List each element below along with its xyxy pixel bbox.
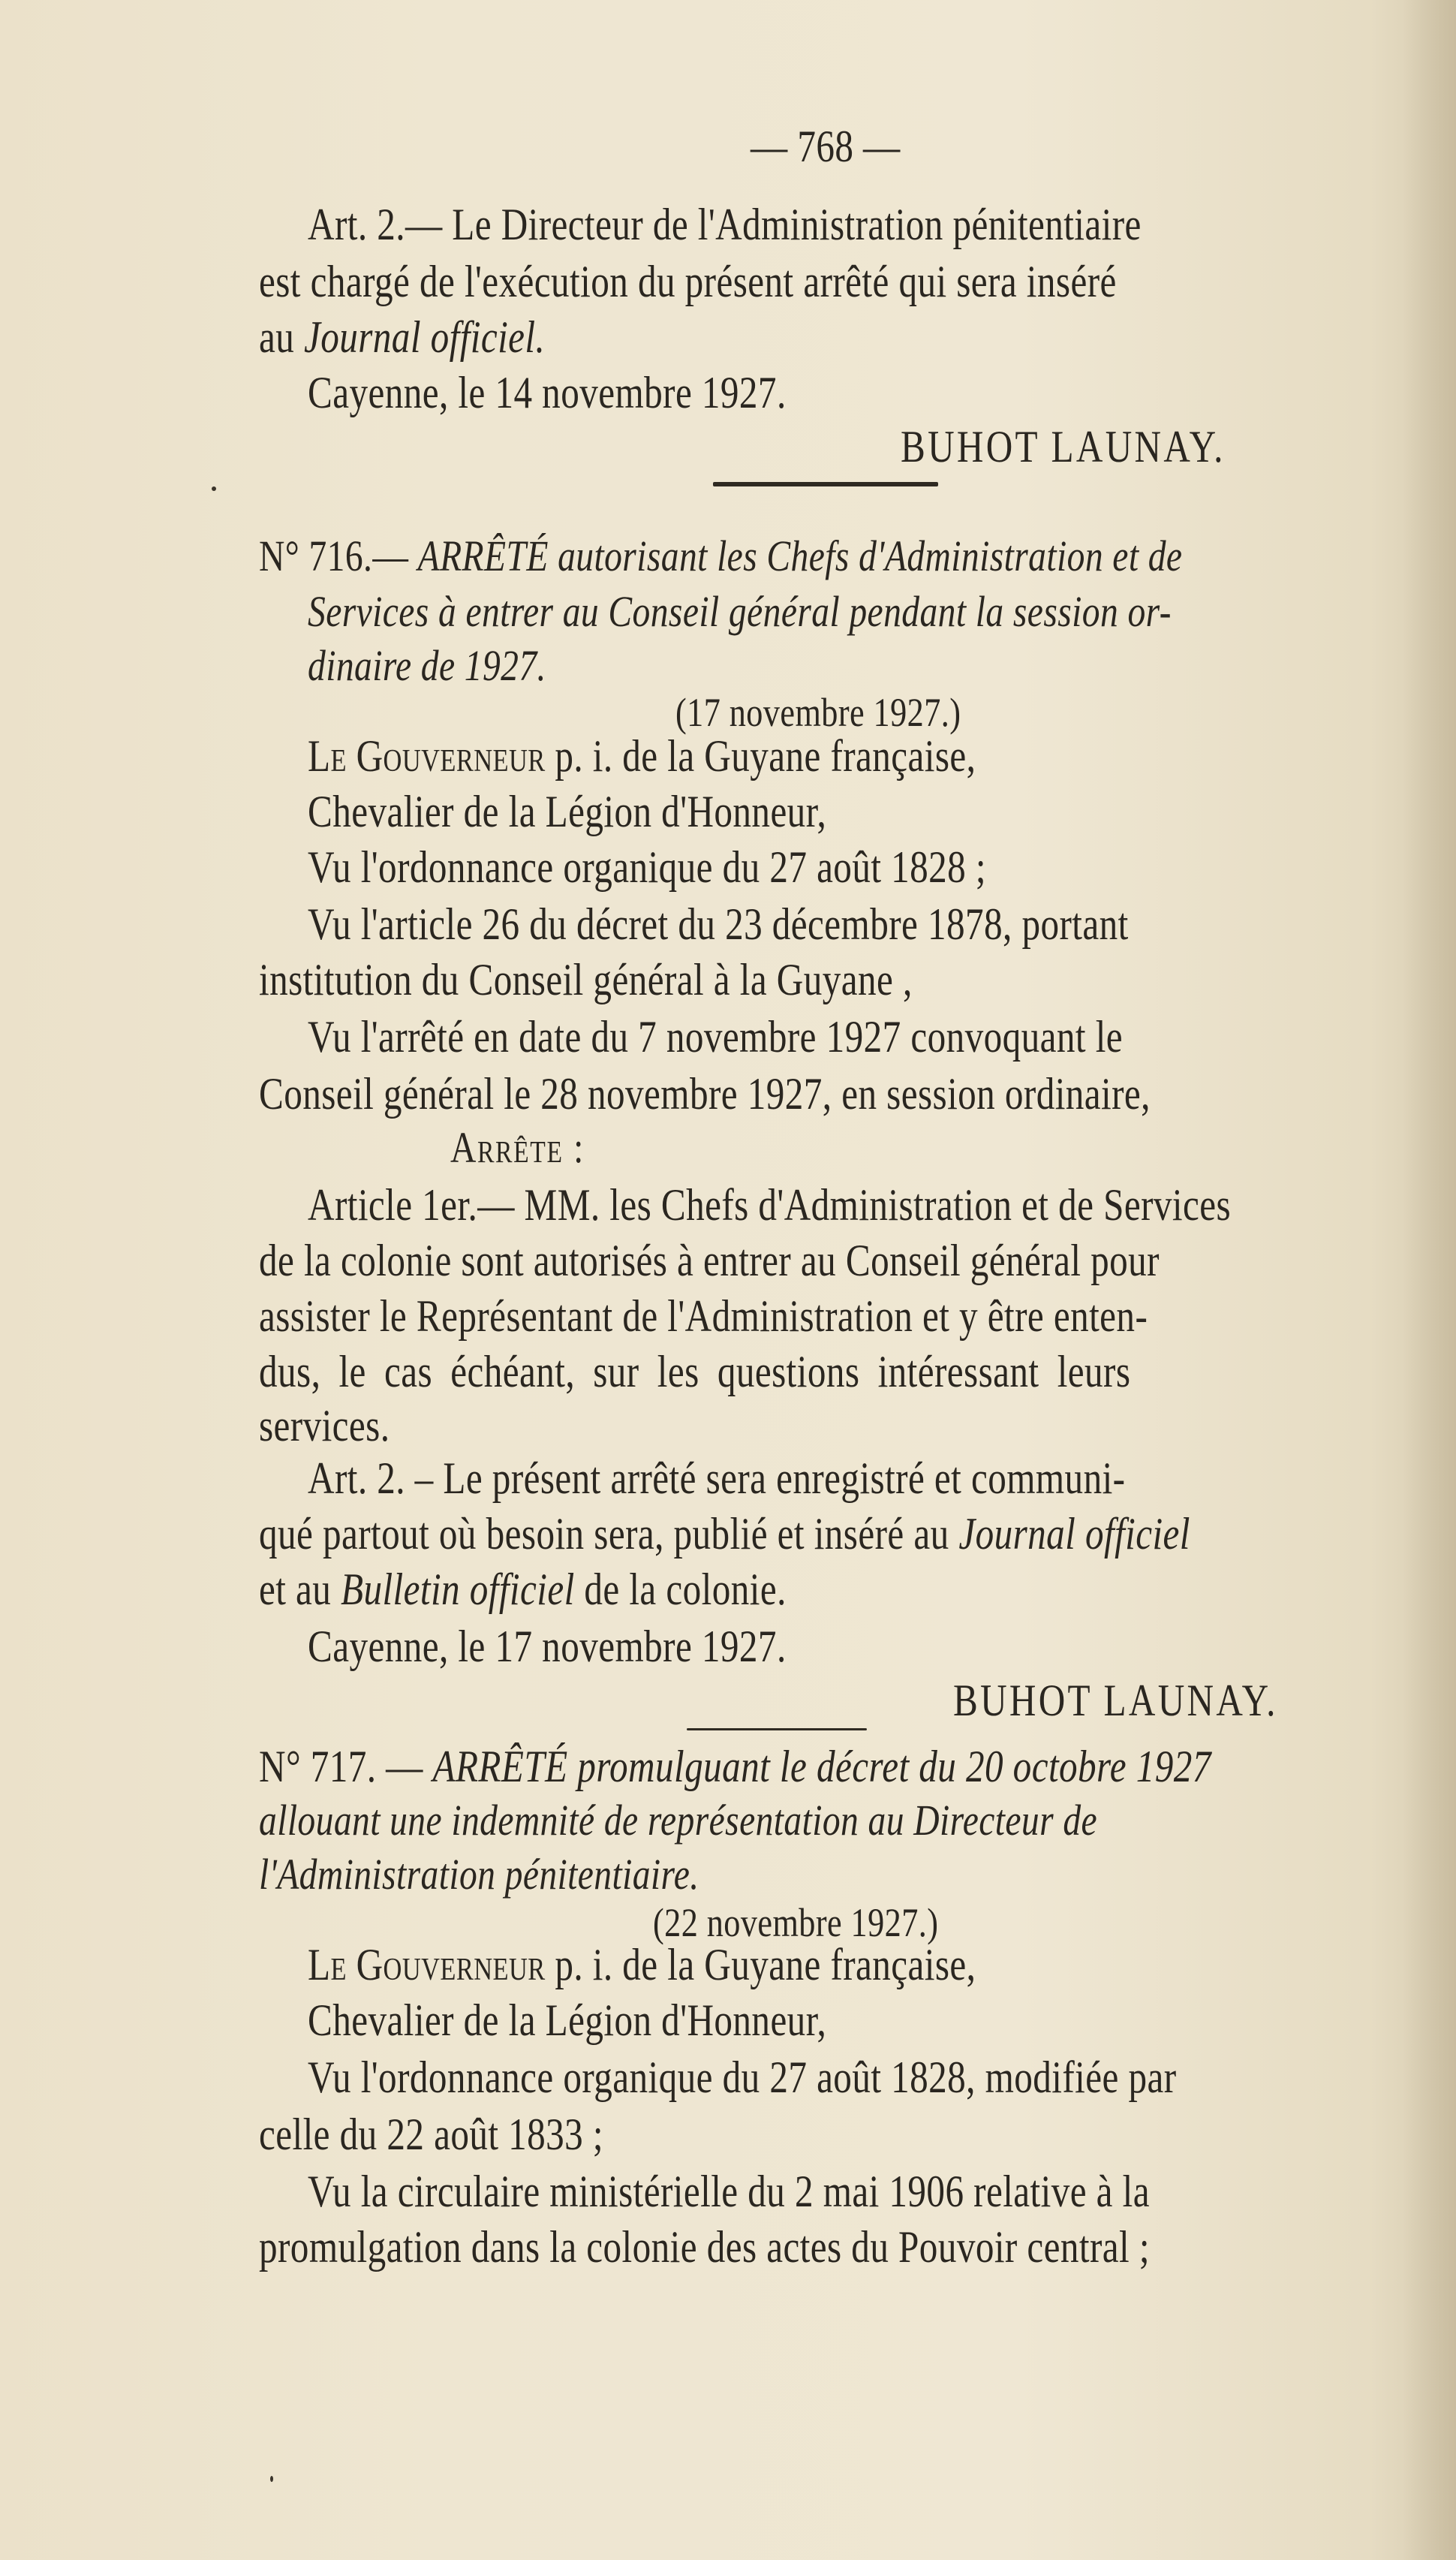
decree-717-chevalier: Chevalier de la Légion d'Honneur, xyxy=(308,1995,827,2045)
stray-mark xyxy=(270,2476,273,2482)
section-divider-1 xyxy=(713,482,938,486)
decree-716-governor xyxy=(308,730,976,782)
decree-716-art2-line-3-prefix: et au xyxy=(259,1565,341,1614)
decree-716-signature: BUHOT LAUNAY. xyxy=(953,1676,1278,1725)
decree-717-governor-title: Le Gouverneur xyxy=(308,1940,546,1989)
decree-717-vu-2-line-1: Vu la circulaire ministérielle du 2 mai 1906 relative à la xyxy=(308,2167,1150,2216)
decree-717-number: N° 717. — xyxy=(259,1742,433,1791)
journal-officiel-ref: Journal officiel. xyxy=(303,312,546,362)
decree-716-title-line-3: dinaire de 1927. xyxy=(308,641,546,690)
art2-line-3-prefix: au xyxy=(259,312,304,362)
decree-716-chevalier: Chevalier de la Légion d'Honneur, xyxy=(308,787,827,836)
decree-716-title-line-2: Services à entrer au Conseil général pendant la session or- xyxy=(308,587,1172,636)
art2-line-1: Art. 2.— Le Directeur de l'Administration pénitentiaire xyxy=(308,200,1142,249)
decree-716-journal-ref: Journal officiel xyxy=(958,1509,1190,1559)
stray-mark xyxy=(212,486,216,491)
decree-716-sign-date: Cayenne, le 17 novembre 1927. xyxy=(308,1622,787,1671)
decree-716-vu-1: Vu l'ordonnance organique du 27 août 1828 ; xyxy=(308,842,986,892)
decree-716-art1-line-4: dus, le cas échéant, sur les questions intéressant leurs xyxy=(259,1347,1131,1396)
decree-717-governor xyxy=(308,1938,976,1991)
decree-716-title-line-1 xyxy=(259,530,1182,583)
decree-716-title-start: ARRÊTÉ autorisant les Chefs d'Administration et de xyxy=(417,532,1183,580)
decree-716-date: (17 novembre 1927.) xyxy=(675,690,961,735)
decree-717-title-line-2: allouant une indemnité de représentation au Directeur de xyxy=(259,1796,1098,1845)
decree-716-art2-line-1: Art. 2. – Le présent arrêté sera enregistré et communi- xyxy=(308,1453,1126,1503)
decree-716-vu-2-line-2: institution du Conseil général à la Guyane , xyxy=(259,955,913,1004)
decree-716-art2-line-2-text: qué partout où besoin sera, publié et inséré au xyxy=(259,1509,959,1559)
decree-716-art2-line-3 xyxy=(259,1563,787,1616)
page-number: — 768 — xyxy=(751,122,901,171)
decree-716-vu-3-line-2: Conseil général le 28 novembre 1927, en session ordinaire, xyxy=(259,1069,1151,1119)
decree-716-art1-line-2: de la colonie sont autorisés à entrer au Conseil général pour xyxy=(259,1236,1160,1285)
decree-717-title-line-1 xyxy=(259,1740,1211,1793)
decree-716-bulletin-ref: Bulletin officiel xyxy=(341,1565,575,1614)
art2-date: Cayenne, le 14 novembre 1927. xyxy=(308,368,787,417)
decree-716-governor-rest: p. i. de la Guyane française, xyxy=(545,731,976,781)
decree-717-date: (22 novembre 1927.) xyxy=(653,1900,939,1945)
decree-716-art1-line-5: services. xyxy=(259,1401,390,1450)
decree-717-governor-rest: p. i. de la Guyane française, xyxy=(545,1940,976,1989)
section-divider-2 xyxy=(687,1728,867,1730)
decree-716-art2-line-2 xyxy=(259,1507,1190,1560)
decree-716-art2-line-3-suffix: de la colonie. xyxy=(574,1565,787,1614)
page-edge-shadow xyxy=(1403,0,1456,2560)
decree-716-art1-line-1: Article 1er.— MM. les Chefs d'Administration et de Services xyxy=(308,1180,1232,1230)
decree-716-number: N° 716.— xyxy=(259,532,418,580)
decree-717-vu-2-line-2: promulgation dans la colonie des actes du Pouvoir central ; xyxy=(259,2222,1150,2272)
decree-716-vu-3-line-1: Vu l'arrêté en date du 7 novembre 1927 convoquant le xyxy=(308,1012,1124,1062)
art2-line-3 xyxy=(259,311,545,363)
decree-716-vu-2-line-1: Vu l'article 26 du décret du 23 décembre 1878, portant xyxy=(308,899,1129,949)
decree-717-vu-1-line-1: Vu l'ordonnance organique du 27 août 1828, modifiée par xyxy=(308,2053,1177,2102)
decree-717-title-line-3: l'Administration pénitentiaire. xyxy=(259,1850,699,1899)
decree-716-arrete: Arrête : xyxy=(450,1123,585,1172)
decree-716-art1-line-3: assister le Représentant de l'Administration et y être enten- xyxy=(259,1291,1148,1341)
art2-line-2: est chargé de l'exécution du présent arrêté qui sera inséré xyxy=(259,257,1117,306)
decree-716-governor-title: Le Gouverneur xyxy=(308,731,546,781)
art2-signature: BUHOT LAUNAY. xyxy=(901,422,1226,471)
decree-717-vu-1-line-2: celle du 22 août 1833 ; xyxy=(259,2110,603,2159)
decree-717-title-start: ARRÊTÉ promulguant le décret du 20 octobre 1927 xyxy=(432,1742,1211,1791)
